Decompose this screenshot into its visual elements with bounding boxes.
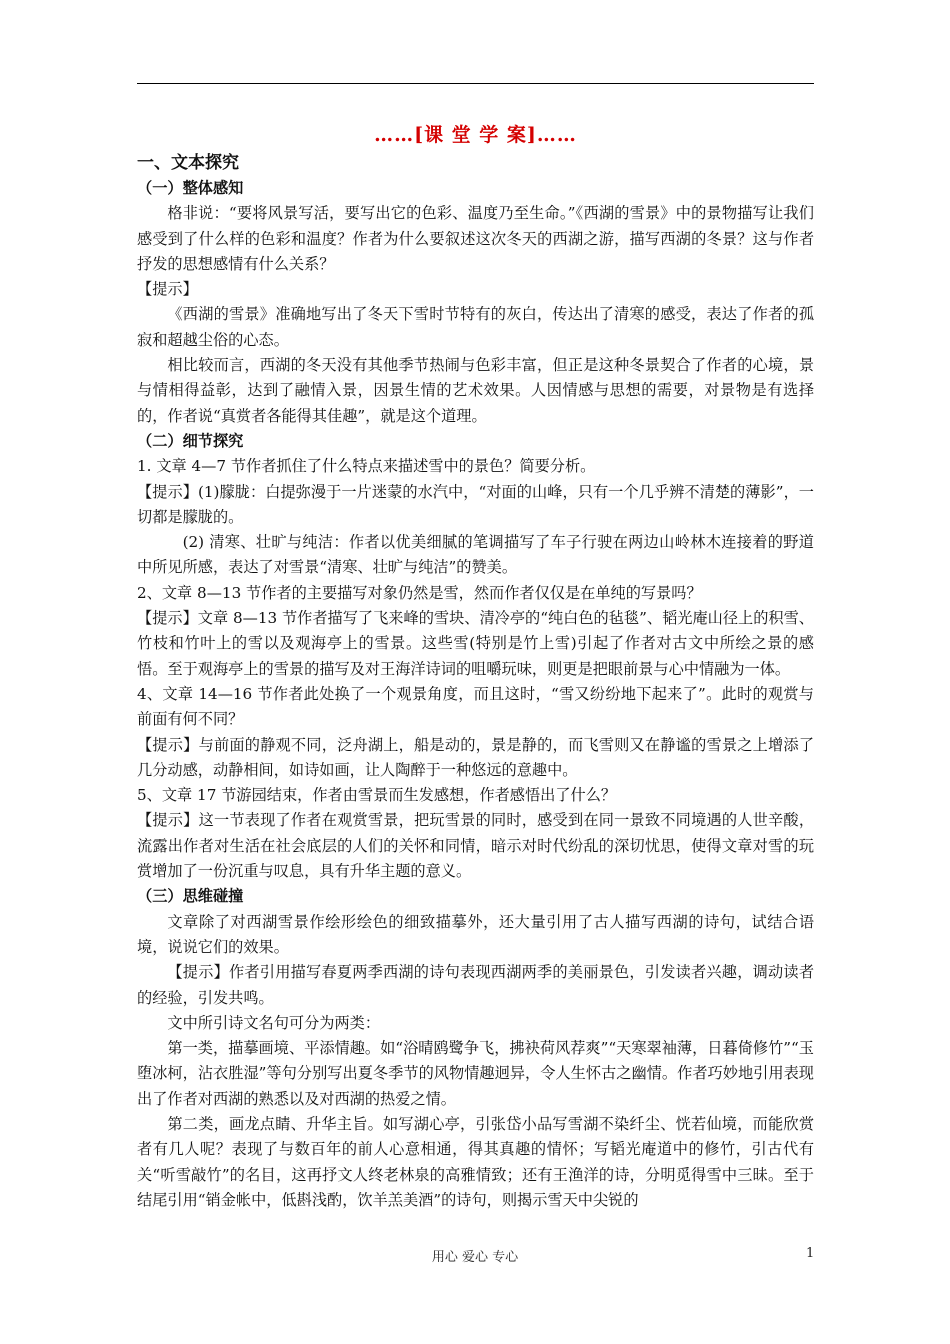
paragraph: 【提示】作者引用描写春夏两季西湖的诗句表现西湖两季的美丽景色，引发读者兴趣，调动读者的经验，引发共鸣。 [137,963,814,1007]
answer-1-part-2: (2) 清寒、壮旷与纯洁：作者以优美细腻的笔调描写了车子行驶在两边山岭林木连接着的野道中所见所感，表达了对雪景“清寒、壮旷与纯洁”的赞美。 [137,533,814,577]
document-body [137,120,814,1213]
question-4: 4、文章 14—16 节作者此处换了一个观景角度，而且这时，“雪又纷纷地下起来了”。此时的观赏与前面有何不同？ [137,684,814,729]
paragraph: 第一类，描摹画境、平添情趣。如“浴晴鸥鹭争飞，拂袂荷风荐爽”“天寒翠袖薄，日暮倚修竹”“玉堕冰柯，沾衣胜湿”等句分别写出夏冬季节的风物情趣迥异，令人生怀古之幽情。作者巧妙地引用表现出了作者对西湖的熟悉以及对西湖的热爱之情。 [137,1039,814,1108]
question-2: 2、文章 8—13 节作者的主要描写对象仍然是雪，然而作者仅仅是在单纯的写景吗？ [137,583,702,602]
subsection-heading-3: （三）思维碰撞 [137,887,244,906]
page-title: ……[课 堂 学 案]…… [374,124,577,146]
question-5: 5、文章 17 节游园结束，作者由雪景而生发感想，作者感悟出了什么？ [137,786,617,805]
answer-5: 【提示】这一节表现了作者在观赏雪景，把玩雪景的同时，感受到在同一景致不同境遇的人世辛酸，流露出作者对生活在社会底层的人们的关怀和同情，暗示对时代纷乱的深切忧思，使得文章对雪的玩赏增加了一份沉重与叹息，具有升华主题的意义。 [137,811,814,881]
page-footer: 用心 爱心 专心 [431,1250,519,1265]
paragraph: 文中所引诗文名句可分为两类： [167,1013,381,1032]
question-1: 1. 文章 4—7 节作者抓住了什么特点来描述雪中的景色？简要分析。 [137,457,596,476]
tip-label: 【提示】 [137,280,198,299]
answer-4: 【提示】与前面的静观不同，泛舟湖上，船是动的，景是静的，而飞雪则又在静谧的雪景之上增添了几分动感，动静相间，如诗如画，让人陶醉于一种悠远的意趣中。 [137,735,814,779]
paragraph: 相比较而言，西湖的冬天没有其他季节热闹与色彩丰富，但正是这种冬景契合了作者的心境，景与情相得益彰，达到了融情入景，因景生情的艺术效果。人因情感与思想的需要，对景物是有选择的，作者说“真赏者各能得其佳趣”，就是这个道理。 [137,356,814,425]
answer-1: 【提示】(1)朦胧：白提弥漫于一片迷蒙的水汽中，“对面的山峰，只有一个几乎辨不清楚的薄影”，一切都是朦胧的。 [137,482,814,526]
page-number: 1 [806,1246,815,1261]
subsection-heading-2: （二）细节探究 [137,431,244,450]
answer-2: 【提示】文章 8—13 节作者描写了飞来峰的雪块、清冷亭的“纯白色的毡毯”、韬光庵山径上的积雪、竹枝和竹叶上的雪以及观海亭上的雪景。这些雪(特别是竹上雪)引起了作者对古文中所绘之景的感悟。至于观海亭上的雪景的描写及对王海洋诗词的咀嚼玩味，则更是把眼前景与心中情融为一体。 [137,609,814,678]
paragraph: 文章除了对西湖雪景作绘形绘色的细致描摹外，还大量引用了古人描写西湖的诗句，试结合语境，说说它们的效果。 [137,912,814,956]
section-heading: 一、文本探究 [137,153,239,173]
paragraph: 第二类，画龙点睛、升华主旨。如写湖心亭，引张岱小品写雪湖不染纤尘、恍若仙境，而能欣赏者有几人呢？表现了与数百年的前人心意相通，得其真趣的情怀；写韬光庵道中的修竹，引古代有关“听雪敲竹”的名目，这再抒文人终老林泉的高雅情致；还有王渔洋的诗，分明觅得雪中三昧。至于结尾引用“销金帐中，低斟浅酌，饮羊羔美酒”的诗句，则揭示雪天中尖锐的 [137,1114,814,1209]
paragraph: 格非说：“要将风景写活，要写出它的色彩、温度乃至生命。”《西湖的雪景》中的景物描写让我们感受到了什么样的色彩和温度？作者为什么要叙述这次冬天的西湖之游，描写西湖的冬景？这与作者抒发的思想感情有什么关系？ [137,204,814,273]
header-rule [137,83,814,84]
paragraph: 《西湖的雪景》准确地写出了冬天下雪时节特有的灰白，传达出了清寒的感受，表达了作者的孤寂和超越尘俗的心态。 [137,305,814,349]
subsection-heading-1: （一）整体感知 [137,179,244,197]
